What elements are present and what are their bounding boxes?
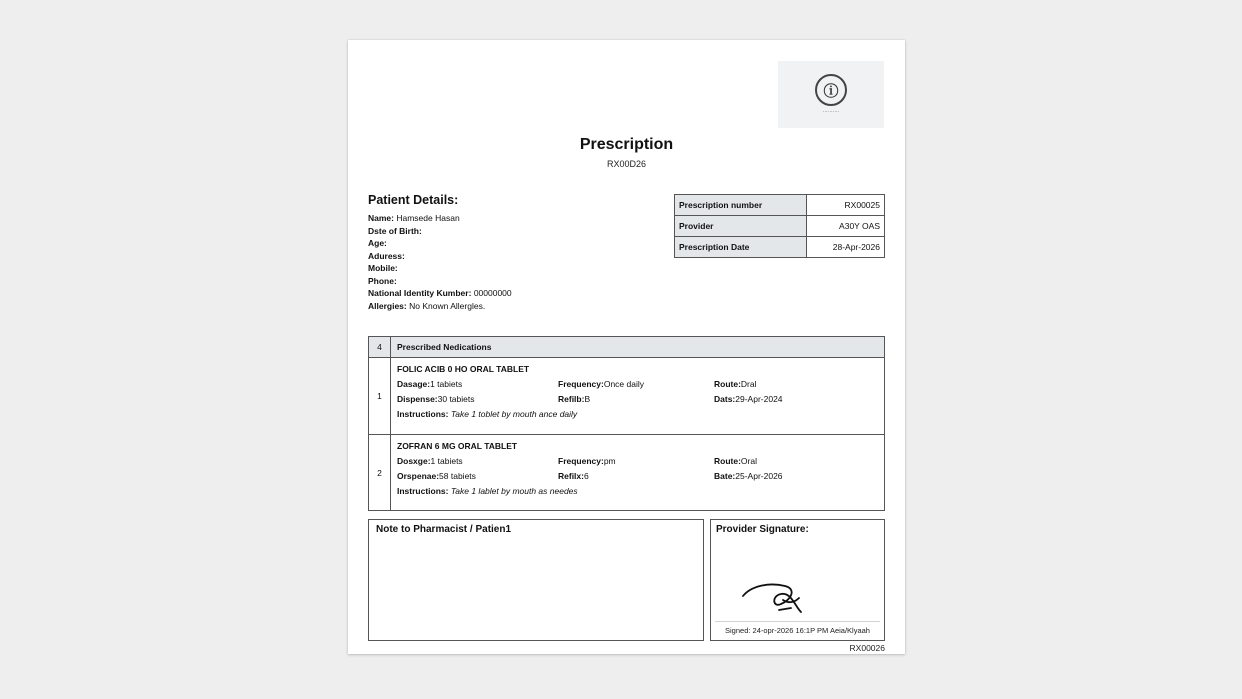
signature-scribble bbox=[741, 578, 811, 620]
document-subtitle: RX00D26 bbox=[606, 159, 647, 169]
medication-number: 1 bbox=[369, 358, 391, 434]
meta-row bbox=[675, 237, 885, 258]
footer-reference: RX00026 bbox=[849, 643, 885, 653]
meta-label: Prescription number bbox=[675, 195, 807, 216]
refills: Refilb: B bbox=[558, 394, 591, 404]
signature-line bbox=[715, 621, 880, 622]
medication-row bbox=[369, 358, 884, 434]
medications-header bbox=[369, 337, 884, 358]
clinic-logo bbox=[778, 61, 884, 128]
patient-field: Mobile: bbox=[368, 263, 398, 273]
patient-field: Name: Hamsede Hasan bbox=[368, 213, 460, 223]
patient-field: Age: bbox=[368, 238, 387, 248]
meta-label: Provider bbox=[675, 216, 807, 237]
date: Dats: 29-Apr-2024 bbox=[714, 394, 783, 404]
prescription-meta-table bbox=[674, 194, 885, 258]
meta-row bbox=[675, 216, 885, 237]
date: Bate: 25-Apr-2026 bbox=[714, 471, 783, 481]
document-title: Prescription bbox=[579, 136, 674, 153]
route: Route: Dral bbox=[714, 379, 757, 389]
dosage: Dasage: 1 tabiets bbox=[397, 379, 463, 389]
patient-field: Allergies: No Known Allergles. bbox=[368, 300, 486, 311]
meta-label: Prescription Date bbox=[675, 237, 807, 258]
dispense: Orspenae: 58 tabiets bbox=[397, 471, 476, 481]
meta-value: A30Y OAS bbox=[807, 216, 885, 237]
patient-field: National Identity Kumber: 00000000 bbox=[368, 288, 512, 298]
meta-value: 28-Apr-2026 bbox=[807, 237, 885, 258]
medication-number: 2 bbox=[369, 435, 391, 510]
route: Route: Oral bbox=[714, 456, 757, 466]
medication-name: FOLIC ACIB 0 HO ORAL TABLET bbox=[397, 364, 530, 374]
instructions: Instructions: Take 1 lablet by mouth as needes bbox=[397, 486, 578, 496]
frequency: Frequency: Once daily bbox=[558, 379, 644, 389]
medication-count: 4 bbox=[369, 337, 391, 357]
meta-value: RX00025 bbox=[807, 195, 885, 216]
patient-field: Phone: bbox=[368, 275, 397, 286]
prescription-sheet bbox=[348, 40, 905, 654]
provider-signature-box bbox=[710, 519, 885, 641]
dosage: Dosxge: 1 tabiets bbox=[397, 456, 463, 466]
pharmacist-note-box bbox=[368, 519, 704, 641]
refills: Refilx: 6 bbox=[558, 471, 589, 481]
patient-field: Aduress: bbox=[368, 250, 405, 261]
medications-table bbox=[368, 336, 885, 511]
meta-row bbox=[675, 195, 885, 216]
signed-timestamp: Signed: 24-opr-2026 16:1P PM Aeia/Klyaah bbox=[725, 626, 870, 635]
dispense: Dispense: 30 tabiets bbox=[397, 394, 475, 404]
instructions: Instructions: Take 1 toblet by mouth ance daily bbox=[397, 409, 578, 419]
frequency: Frequency: pm bbox=[558, 456, 616, 466]
patient-details bbox=[368, 193, 668, 312]
medical-logo-icon: ⓘ bbox=[815, 74, 847, 106]
signature-heading: Provider Signature: bbox=[716, 524, 809, 535]
logo-caption: ·········· bbox=[822, 109, 840, 115]
medications-heading: Prescribed Nedications bbox=[397, 342, 492, 352]
medication-row bbox=[369, 434, 884, 510]
note-heading: Note to Pharmacist / Patien1 bbox=[376, 524, 512, 535]
patient-details-heading: Patient Details: bbox=[368, 193, 459, 207]
medication-name: ZOFRAN 6 MG ORAL TABLET bbox=[397, 441, 518, 451]
patient-field: Dste of Birth: bbox=[368, 225, 422, 236]
